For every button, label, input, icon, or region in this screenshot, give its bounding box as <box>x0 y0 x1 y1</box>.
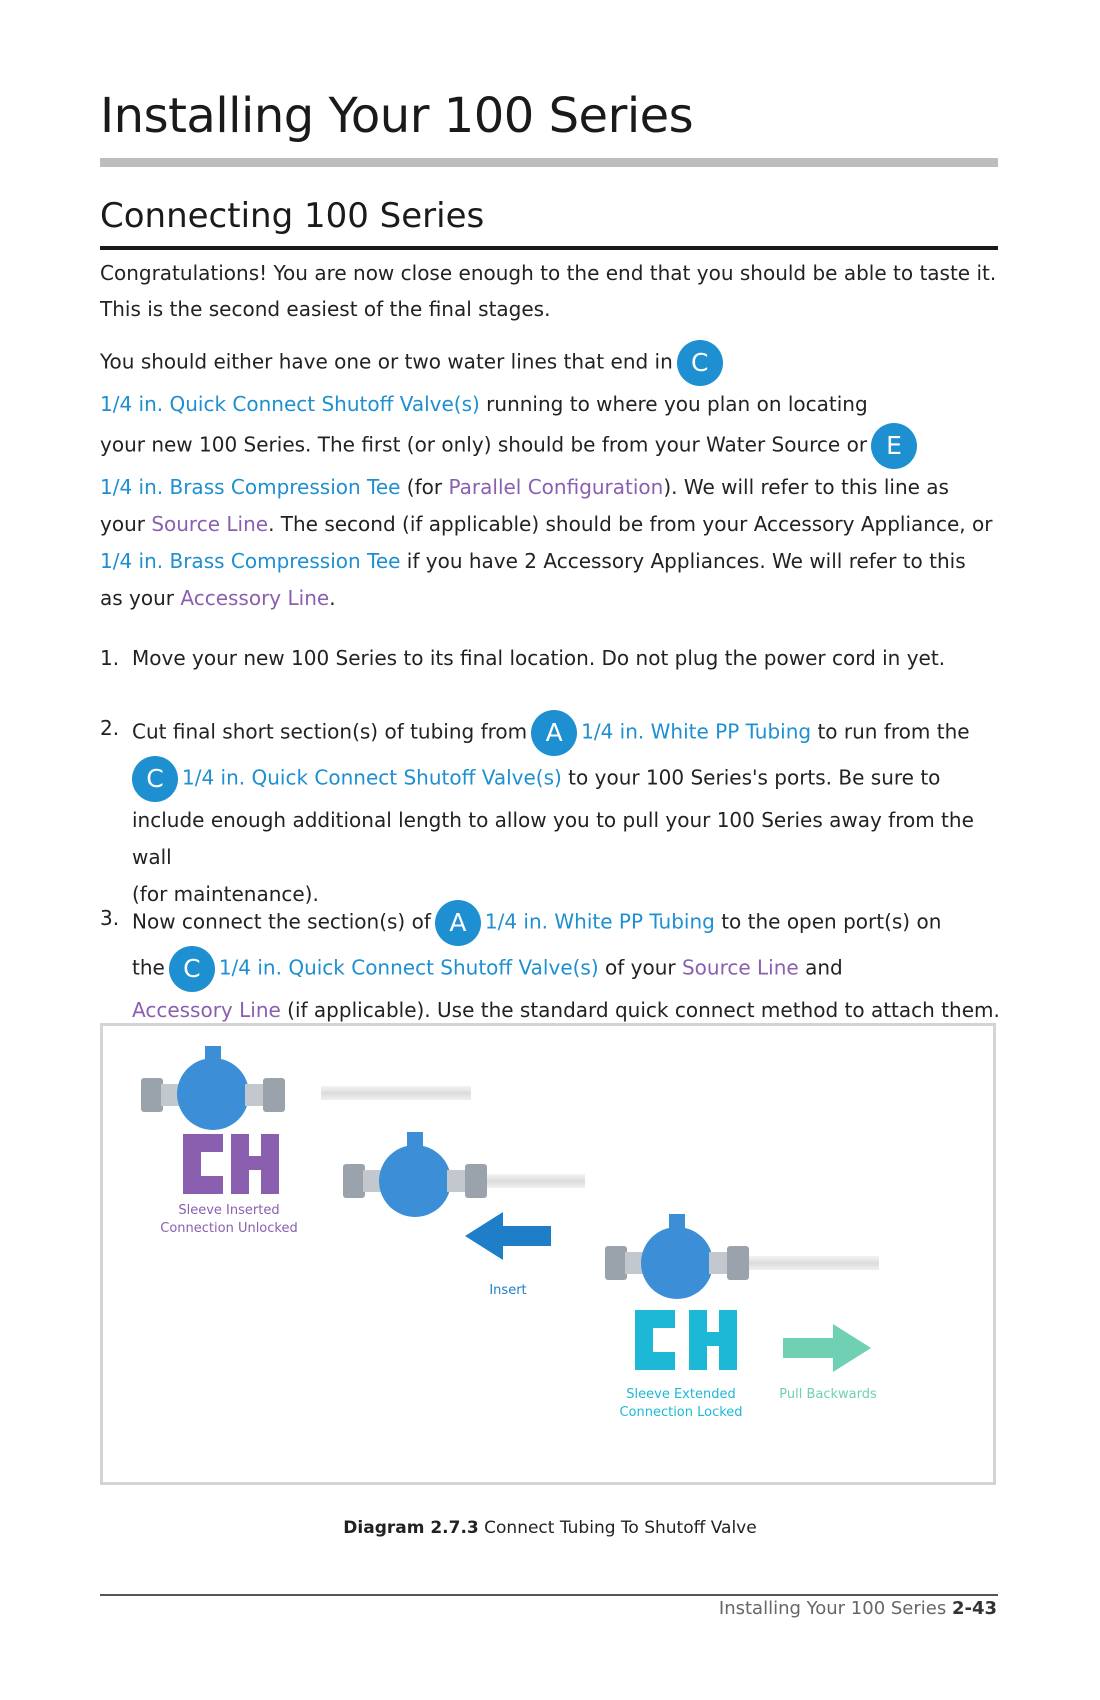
page-title: Installing Your 100 Series <box>100 88 694 144</box>
para-text: your new 100 Series. The first (or only) should be from your Water Source or <box>100 432 868 457</box>
para-text: . <box>329 586 336 610</box>
accessory-line-link[interactable]: Accessory Line <box>180 586 330 610</box>
source-line-link[interactable]: Source Line <box>681 955 799 980</box>
step-text-part: (for maintenance). <box>132 882 319 906</box>
accessory-line-link[interactable]: Accessory Line <box>132 998 281 1022</box>
sleeve-unlocked-icon <box>183 1134 279 1194</box>
para-text: . The second (if applicable) should be from your Accessory Appliance, or <box>268 512 993 536</box>
white-tube-icon <box>487 1174 585 1188</box>
caption-text: Connect Tubing To Shutoff Valve <box>478 1518 757 1538</box>
pull-backwards-arrow-icon <box>783 1324 871 1372</box>
part-c-badge: C <box>677 340 723 386</box>
source-line-paragraph <box>100 340 1000 617</box>
para-text: as your <box>100 586 181 610</box>
part-c-badge: C <box>169 946 215 992</box>
intro-line-2: This is the second easiest of the final stages. <box>100 297 551 321</box>
step-text-part: Cut final short section(s) of tubing from <box>132 719 528 744</box>
connection-locked-label: Connection Locked <box>619 1405 743 1420</box>
step-text-part: include enough additional length to allow you to pull your 100 Series away from the wall <box>132 808 974 869</box>
para-text: if you have 2 Accessory Appliances. We will refer to this <box>400 549 966 573</box>
step-number: 3. <box>100 906 120 930</box>
para-text: ). We will refer to this line as <box>663 475 949 499</box>
caption-label: Diagram 2.7.3 <box>343 1518 479 1538</box>
page-footer <box>719 1598 997 1619</box>
step-text <box>132 710 1000 913</box>
step-text-part: to the open port(s) on <box>714 909 942 934</box>
connection-diagram-svg <box>103 1026 993 1482</box>
page-number: 2-43 <box>951 1598 997 1619</box>
part-c-badge: C <box>132 756 178 802</box>
step-text-part: the <box>132 955 165 980</box>
shutoff-valve-3-icon <box>605 1214 749 1299</box>
footer-divider <box>100 1594 998 1596</box>
step-text-part: to run from the <box>811 719 970 744</box>
white-tube-icon <box>749 1256 879 1270</box>
title-divider <box>100 158 998 167</box>
step-text-part: of your <box>598 955 682 980</box>
quick-connect-valve-link[interactable]: 1/4 in. Quick Connect Shutoff Valve(s) <box>100 392 480 416</box>
shutoff-valve-2-icon <box>343 1132 487 1217</box>
para-text: (for <box>400 475 449 499</box>
intro-paragraph <box>100 255 1000 327</box>
brass-tee-link[interactable]: 1/4 in. Brass Compression Tee <box>100 475 401 499</box>
diagram-caption <box>0 1518 1100 1538</box>
section-title: Connecting 100 Series <box>100 196 485 236</box>
step-number: 2. <box>100 716 120 740</box>
para-text: your <box>100 512 152 536</box>
sleeve-extended-label: Sleeve Extended <box>626 1387 736 1402</box>
intro-line-1: Congratulations! You are now close enough to the end that you should be able to taste it. <box>100 261 997 285</box>
part-a-badge: A <box>435 900 481 946</box>
step-number: 1. <box>100 646 120 670</box>
brass-tee-link-2[interactable]: 1/4 in. Brass Compression Tee <box>100 549 401 573</box>
part-a-badge: A <box>531 710 577 756</box>
insert-arrow-icon <box>465 1212 551 1260</box>
part-e-badge: E <box>871 423 917 469</box>
sleeve-inserted-label: Sleeve Inserted <box>178 1203 280 1218</box>
parallel-configuration-link[interactable]: Parallel Configuration <box>448 475 664 499</box>
connection-diagram <box>100 1023 996 1485</box>
step-text-part: Now connect the section(s) of <box>132 909 431 934</box>
section-divider <box>100 246 998 250</box>
step-text-part: and <box>798 955 843 980</box>
para-text: You should either have one or two water lines that end in <box>100 349 673 374</box>
para-text: running to where you plan on locating <box>479 392 868 416</box>
quick-connect-valve-link[interactable]: 1/4 in. Quick Connect Shutoff Valve(s) <box>218 955 599 980</box>
step-text <box>132 900 1000 1029</box>
quick-connect-valve-link[interactable]: 1/4 in. Quick Connect Shutoff Valve(s) <box>182 765 562 790</box>
shutoff-valve-1-icon <box>141 1046 285 1130</box>
pull-backwards-label: Pull Backwards <box>779 1387 877 1402</box>
source-line-link[interactable]: Source Line <box>151 512 269 536</box>
step-text: Move your new 100 Series to its final location. Do not plug the power cord in yet. <box>132 646 946 670</box>
connection-unlocked-label: Connection Unlocked <box>160 1221 298 1236</box>
white-tubing-link[interactable]: 1/4 in. White PP Tubing <box>581 719 812 744</box>
white-tubing-link[interactable]: 1/4 in. White PP Tubing <box>484 909 715 934</box>
step-text-part: (if applicable). Use the standard quick connect method to attach them. <box>280 998 1000 1022</box>
footer-text: Installing Your 100 Series <box>718 1598 952 1619</box>
white-tube-icon <box>321 1086 471 1100</box>
sleeve-locked-icon <box>635 1310 737 1370</box>
insert-label: Insert <box>489 1283 527 1298</box>
step-text-part: to your 100 Series's ports. Be sure to <box>561 765 941 790</box>
